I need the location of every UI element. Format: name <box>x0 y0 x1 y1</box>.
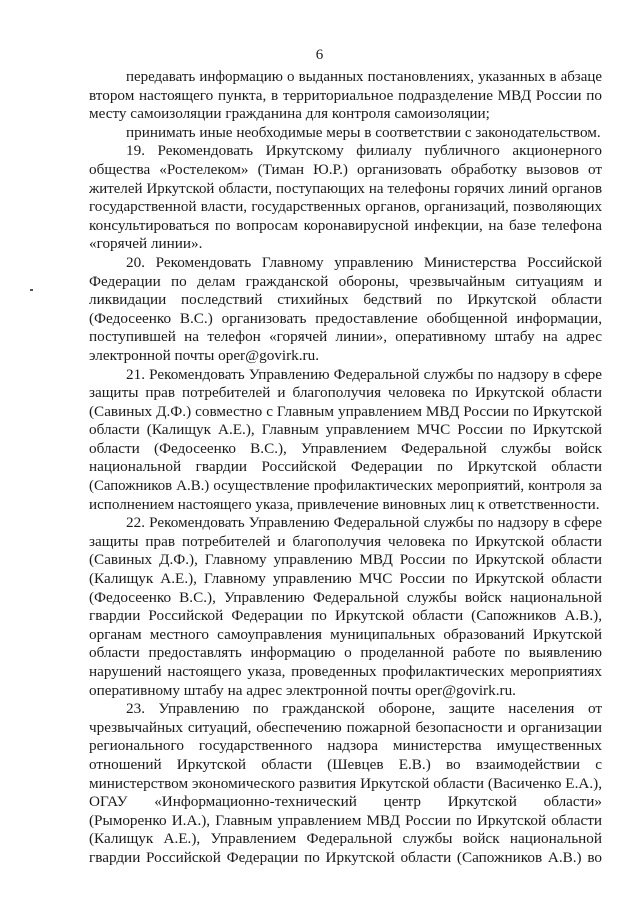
text-line: чрезвычайных ситуаций, обеспечению пожарной безопасности и организации <box>89 718 602 736</box>
text-line: оперативному штабу на адрес электронной почты oper@govirk.ru. <box>89 681 516 699</box>
text-line: консультироваться по вопросам коронавирусной инфекции, на базе телефона <box>89 216 602 234</box>
text-line: защиты прав потребителей и благополучия человека по Иркутской области <box>89 532 602 550</box>
text-line: (Калищук А.Е.), Управлением Федеральной службы войск национальной <box>89 830 602 848</box>
text-line: Федерации по делам гражданской обороны, чрезвычайным ситуациям и <box>89 272 602 290</box>
text-line: гвардии Российской Федерации по Иркутской области (Сапожников А.В.) во <box>89 848 602 866</box>
text-line: 23. Управлению по гражданской обороне, защите населения от <box>126 700 602 718</box>
text-line: ОГАУ «Информационно-технический центр Иркутской области» <box>89 793 602 811</box>
text-line: органам местного самоуправления муниципальных образований Иркутской <box>89 625 602 643</box>
text-line: месту самоизоляции гражданина для контроля самоизоляции; <box>89 105 490 123</box>
text-line: (Федосеенко В.С.) организовать предоставление обобщенной информации, <box>89 309 602 327</box>
text-line: (Савиных Д.Ф.), Главному управлению МВД России по Иркутской области <box>89 551 602 569</box>
text-line: (Рыморенко И.А.), Главным управлением МВД России по Иркутской области <box>89 811 602 829</box>
text-line: министерством экономического развития Иркутской области (Васиченко Е.А.), <box>89 774 602 792</box>
text-line: «горячей линии». <box>89 235 203 253</box>
text-line: 20. Рекомендовать Главному управлению Министерства Российской <box>126 253 602 271</box>
text-line: (Сапожников А.В.) осуществление профилактических мероприятий, контроля за <box>89 478 602 495</box>
text-line: (Савиных Д.Ф.) совместно с Главным управлением МВД России по Иркутской <box>89 402 602 420</box>
text-line: области (Федосеенко В.С.), Управлением Федеральной службы войск <box>89 439 602 457</box>
text-line: национальной гвардии Российской Федерации по Иркутской области <box>89 458 602 476</box>
text-line: передавать информацию о выданных постановлениях, указанных в абзаце <box>126 69 602 85</box>
text-line: области (Калищук А.Е.), Главным управлением МЧС России по Иркутской <box>89 421 602 439</box>
text-line: (Калищук А.Е.), Главному управлению МЧС России по Иркутской области <box>89 570 602 588</box>
text-line: 19. Рекомендовать Иркутскому филиалу публичного акционерного <box>126 142 602 160</box>
scan-artifact <box>30 289 33 291</box>
text-line: поступившей на телефон «горячей линии», оперативному штабу на адрес <box>89 328 602 346</box>
text-line: общества «Ростелеком» (Тиман Ю.Р.) организовать обработку вызовов от <box>89 160 602 178</box>
page-number: 6 <box>315 47 324 63</box>
text-line: втором настоящего пункта, в территориальное подразделение МВД России по <box>89 86 602 104</box>
text-line: (Федосеенко В.С.), Управлению Федеральной службы войск национальной <box>89 588 602 606</box>
text-line: принимать иные необходимые меры в соответствии с законодательством. <box>126 123 601 141</box>
text-line: электронной почты oper@govirk.ru. <box>89 346 319 364</box>
text-line: защиты прав потребителей и благополучия человека по Иркутской области <box>89 384 602 402</box>
text-line: 21. Рекомендовать Управлению Федеральной службы по надзору в сфере <box>126 365 602 383</box>
text-line: области предоставлять информацию о проделанной работе по выявлению <box>89 644 602 662</box>
text-line: гвардии Российской Федерации по Иркутской области (Сапожников А.В.), <box>89 607 602 625</box>
document-body <box>89 68 602 868</box>
text-line: исполнением настоящего указа, привлечение виновных лиц к ответственности. <box>89 496 600 513</box>
text-line: отношений Иркутской области (Шевцев Е.В.) во взаимодействии с <box>89 755 602 773</box>
text-line: ликвидации последствий стихийных бедствий по Иркутской области <box>89 291 602 309</box>
text-line: нарушений настоящего указа, проведенных профилактических мероприятиях <box>89 663 602 680</box>
text-line: регионального государственного надзора министерства имущественных <box>89 737 602 755</box>
text-line: государственной власти, государственных органов, организаций, позволяющих <box>89 199 602 216</box>
text-line: жителей Иркутской области, поступающих на телефоны горячих линий органов <box>89 180 602 197</box>
text-line: 22. Рекомендовать Управлению Федеральной службы по надзору в сфере <box>126 514 602 532</box>
